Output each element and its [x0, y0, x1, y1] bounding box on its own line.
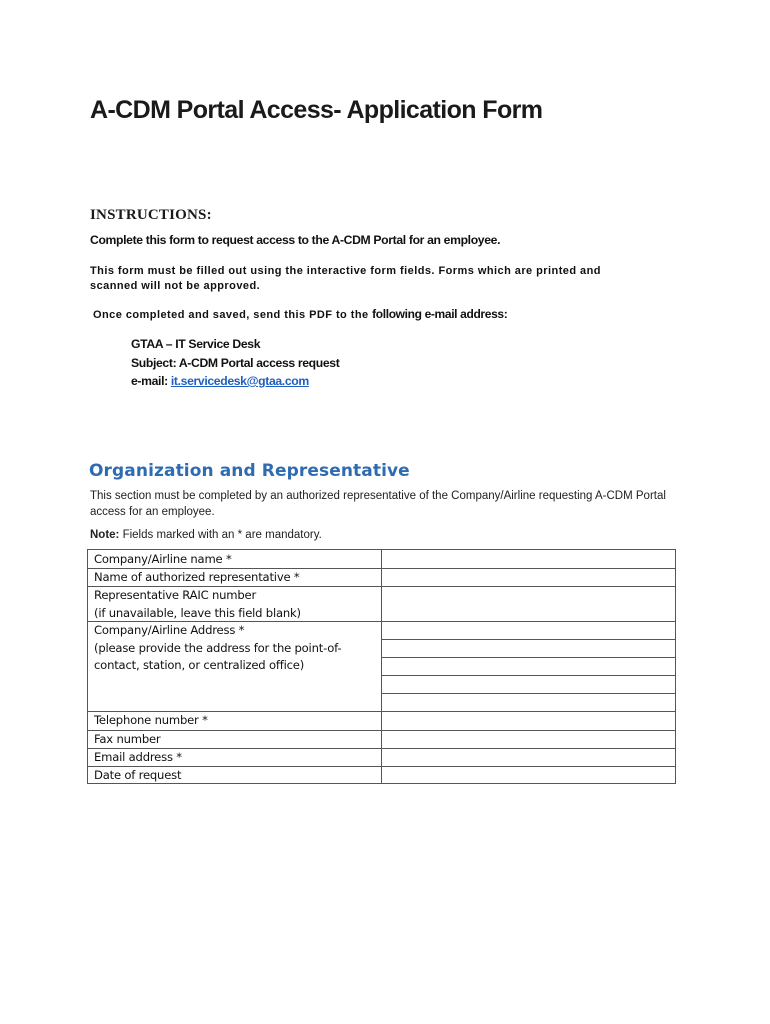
contact-subject: Subject: A-CDM Portal access request [131, 356, 340, 370]
address-label-line1: Company/Airline Address * [94, 623, 245, 637]
address-label-line3: contact, station, or centralized office) [94, 658, 305, 672]
organization-form-table [87, 549, 676, 784]
section-description: This section must be completed by an authorized representative of the Company/Airline requesting A-CDM Portal access for an employee. [90, 490, 666, 518]
raic-number-label-line2: (if unavailable, leave this field blank) [94, 605, 301, 620]
address-line-1-field[interactable] [382, 622, 675, 639]
address-line-2-field[interactable] [382, 640, 675, 657]
instructions-send-note-part2: following e-mail address: [372, 307, 508, 321]
instructions-send-note-part1: Once completed and saved, send this PDF to the [93, 309, 373, 321]
address-line-4-field[interactable] [382, 676, 675, 693]
contact-email-row [131, 374, 309, 388]
fax-label: Fax number [94, 732, 161, 746]
fax-field[interactable] [382, 731, 675, 748]
contact-email-link[interactable]: it.servicedesk@gtaa.com [170, 374, 309, 388]
note-label: Note: [90, 529, 120, 541]
instructions-send-note [93, 307, 507, 321]
contact-email-label: e-mail: [131, 374, 171, 388]
raic-number-label [94, 587, 301, 622]
instructions-purpose: Complete this form to request access to the A-CDM Portal for an employee. [90, 233, 501, 247]
section-heading: Organization and Representative [89, 461, 410, 481]
contact-name: GTAA – IT Service Desk [131, 337, 261, 351]
instructions-form-fields-note: This form must be filled out using the interactive form fields. Forms which are printed and scanned will not be approved. [90, 265, 601, 292]
note-text: Fields marked with an * are mandatory. [119, 529, 322, 541]
company-name-field[interactable] [382, 550, 675, 568]
instructions-heading: INSTRUCTIONS: [90, 207, 212, 223]
email-field[interactable] [382, 749, 675, 766]
representative-name-field[interactable] [382, 569, 675, 586]
mandatory-note [90, 529, 322, 541]
company-name-label: Company/Airline name * [94, 552, 232, 566]
raic-number-field[interactable] [382, 587, 675, 621]
address-line-3-field[interactable] [382, 658, 675, 675]
representative-name-label: Name of authorized representative * [94, 570, 300, 584]
telephone-label: Telephone number * [94, 713, 208, 727]
raic-number-label-line1: Representative RAIC number [94, 588, 257, 602]
page-title: A-CDM Portal Access- Application Form [90, 96, 543, 124]
address-label-line2: (please provide the address for the point-of- [94, 640, 342, 655]
date-field[interactable] [382, 767, 675, 783]
email-label: Email address * [94, 750, 182, 764]
address-label [94, 622, 341, 675]
telephone-field[interactable] [382, 712, 675, 730]
date-label: Date of request [94, 768, 182, 782]
address-line-5-field[interactable] [382, 694, 675, 711]
